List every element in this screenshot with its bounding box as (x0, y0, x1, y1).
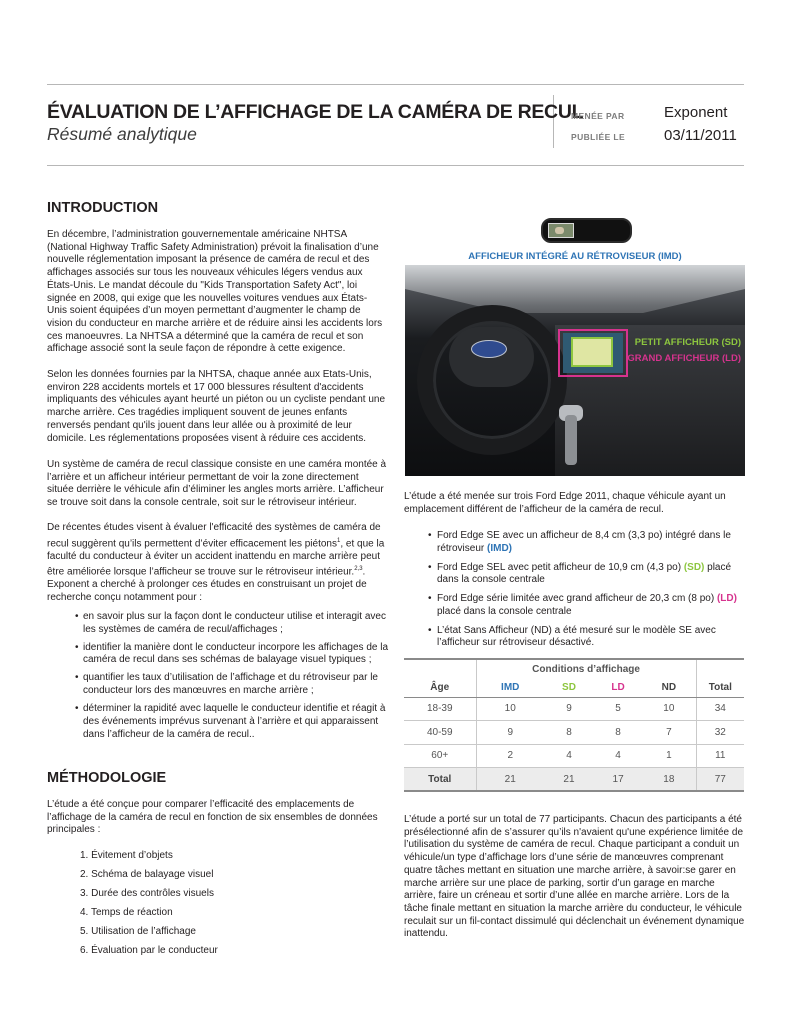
cell-sd: 4 (544, 744, 594, 768)
cell-total: 32 (696, 721, 744, 745)
footnote-ref-2-3: 2,3 (354, 566, 363, 573)
vehicle-list (428, 530, 746, 656)
imd-tag: (IMD) (487, 542, 513, 554)
cell-total: 11 (696, 744, 744, 768)
list-item: • en savoir plus sur la façon dont le conducteur utilise et interagit avec les systèmes de caméra de recul/affichages ; (75, 611, 390, 636)
meta-value-author: Exponent (664, 104, 728, 121)
table-corner-right (696, 659, 744, 678)
list-item: • déterminer la rapidité avec laquelle le conducteur identifie et réagit à des événements imprévus survenant à l’arrière et qui apparaissent dans l’afficheur de la caméra de recul.. (75, 703, 390, 741)
table-row (404, 697, 744, 721)
mirror-display-image (548, 223, 574, 238)
method-paragraph: L’étude a été conçue pour comparer l’efficacité des emplacements de l’affichage de la caméra de recul en fonction de six ensembles de données principales : (47, 799, 378, 836)
cell-nd: 10 (642, 697, 696, 721)
column-header-sd: SD (544, 678, 594, 697)
introduction-heading: INTRODUCTION (47, 200, 159, 216)
cell-sd: 21 (544, 768, 594, 792)
cell-age: 18-39 (404, 697, 476, 721)
cell-total: 34 (696, 697, 744, 721)
list-item: • identifier la manière dont le conducteur incorpore les affichages de la caméra de recul dans ses schémas de balayage visuel typiques ; (75, 642, 390, 667)
meta-value-date: 03/11/2011 (664, 127, 737, 144)
list-item (428, 593, 746, 618)
intro-p4-end: . Exponent a cherché à prolonger ces études en construisant un projet de recherche conçu notamment pour : (47, 566, 367, 604)
list-item (428, 562, 746, 587)
header-bottom-rule (47, 165, 744, 166)
list-item: 4. Temps de réaction (80, 907, 173, 919)
cell-imd: 2 (476, 744, 544, 768)
list-item: • quantifier les taux d’utilisation de l’affichage et du rétroviseur par le conducteur lors des manœuvres en marche arrière ; (75, 672, 390, 697)
list-item (428, 625, 746, 650)
study-vehicles-paragraph: L’étude a été menée sur trois Ford Edge 2011, chaque véhicule ayant un emplacement différent de l’afficheur de la caméra de recul. (404, 491, 726, 515)
cell-imd: 21 (476, 768, 544, 792)
vehicle-nd-text: L’état Sans Afficheur (ND) a été mesuré sur le modèle SE avec l’afficheur sur rétroviseur désactivé. (437, 624, 716, 649)
imd-caption: AFFICHEUR INTÉGRÉ AU RÉTROVISEUR (IMD) (468, 251, 682, 262)
list-item: 6. Évaluation par le conducteur (80, 945, 218, 957)
column-header-nd: ND (642, 678, 696, 697)
table-corner (404, 659, 476, 678)
list-item (428, 530, 746, 555)
intro-paragraph-3: Un système de caméra de recul classique consiste en une caméra montée à l’arrière et un afficheur intérieur permettant de voir la zone directement située derrière le véhicule afin d’éliminer les angles morts arrière. L’afficheur se trouve soit dans la console centrale, soit sur le rétroviseur intérieur. (47, 459, 387, 509)
table-total-row (404, 768, 744, 792)
meta-label-author: MENÉE PAR (571, 111, 625, 121)
cell-nd: 18 (642, 768, 696, 792)
gear-lever (565, 415, 577, 465)
column-header-imd: IMD (476, 678, 544, 697)
document-subtitle: Résumé analytique (47, 124, 197, 144)
ld-tag: (LD) (716, 593, 737, 604)
vehicle-ld-tail: placé dans la console centrale (437, 605, 572, 617)
top-rule (47, 84, 744, 85)
sd-label: PETIT AFFICHEUR (SD) (634, 337, 741, 348)
intro-paragraph-1: En décembre, l’administration gouvernementale américaine NHTSA (National Highway Traffic Safety Administration) prévoit la finalisation d’une nouvelle réglementation imposant la présence de caméra de recul et des affichages associés sur tous les nouveaux véhicules légers vendus aux États-Unis. Le mandat découle du "Kids Transportation Safety Act", loi signée en 2008, qui exige que les nouvelles voitures vendues aux États-Unis soient équipées d’un moyen permettant d’augmenter le champ de vision du conducteur en marche arrière et de réduire ainsi les accidents lors ces manoeuvres. La NHTSA a déterminé que la caméra de recul et son affichage associé sont la seule façon de répondre à cette exigence. (47, 229, 383, 355)
cell-ld: 17 (594, 768, 642, 792)
large-display-outline (558, 329, 628, 377)
vehicle-ld-text: Ford Edge série limitée avec grand afficheur de 20,3 cm (8 po) (437, 593, 717, 604)
column-header-total: Total (696, 678, 744, 697)
vehicle-imd-text: Ford Edge SE avec un afficheur de 8,4 cm (3,3 po) intégré dans le rétroviseur (437, 530, 731, 554)
column-header-ld: LD (594, 678, 642, 697)
vehicle-sd-text: Ford Edge SEL avec petit afficheur de 10,9 cm (4,3 po) (437, 561, 684, 573)
list-item: 1. Évitement d’objets (80, 850, 173, 861)
table-row (404, 744, 744, 768)
list-item: 5. Utilisation de l’affichage (80, 926, 196, 938)
ford-logo (471, 340, 507, 358)
cell-imd: 9 (476, 721, 544, 745)
vehicle-sd-tail: placé dans la console centrale (437, 561, 732, 586)
column-header-age: Âge (404, 678, 476, 697)
methodology-heading: MÉTHODOLOGIE (47, 770, 167, 786)
data-sets-list (80, 850, 218, 965)
participants-table (404, 658, 744, 792)
cell-nd: 1 (642, 744, 696, 768)
cell-ld: 5 (594, 697, 642, 721)
intro-p4-middle: , et que la faculté du conducteur à éviter un accident inattendu en marche arrière peut être améliorée lorsque l’afficheur se trouve sur le rétroviseur intérieur. (47, 538, 385, 578)
cell-sd: 8 (544, 721, 594, 745)
footnote-ref-1: 1 (336, 537, 341, 544)
table-row (404, 721, 744, 745)
cell-age: 60+ (404, 744, 476, 768)
ld-label: GRAND AFFICHEUR (LD) (627, 353, 741, 364)
cell-age: Total (404, 768, 476, 792)
meta-label-date: PUBLIÉE LE (571, 132, 626, 142)
cell-imd: 10 (476, 697, 544, 721)
rearview-mirror-image (541, 218, 632, 243)
dashboard-photo (405, 265, 745, 476)
cell-sd: 9 (544, 697, 594, 721)
intro-p4-start: De récentes études visent à évaluer l'efficacité des systèmes de caméra de recul suggèrent qu’ils permettent d’éviter efficacement les piétons (47, 522, 381, 550)
cell-nd: 7 (642, 721, 696, 745)
cell-age: 40-59 (404, 721, 476, 745)
participants-paragraph: L’étude a porté sur un total de 77 participants. Chacun des participants a été présélectionné afin de s’assurer qu’ils n'avaient qu'une expérience limitée de l’utilisation du système de caméra de recul. Chaque participant a conduit un véhicule/un type d’affichage lors d’une série de manœuvres comprenant quatre tâches mettant en situation une marche arrière, à savoir:se garer en marche arrière sur une place de parking, sortir d’un garage en marche arrière, faire un créneau et sortir d’une allée en marche arrière. Lors de la tâche finale mettant en situation la marche arrière du conducteur, le véhicule reculait sur un fil-contact dissimulé qui déclenchait un événement dynamique inattendu. (404, 814, 745, 940)
sd-tag: (SD) (683, 561, 705, 573)
list-item: 3. Durée des contrôles visuels (80, 888, 214, 900)
research-goals-list (75, 611, 390, 747)
list-item: 2. Schéma de balayage visuel (80, 869, 214, 881)
document-title: ÉVALUATION DE L’AFFICHAGE DE LA CAMÉRA DE RECUL (47, 101, 584, 123)
cell-ld: 4 (594, 744, 642, 768)
intro-paragraph-2: Selon les données fournies par la NHTSA, chaque année aux Etats-Unis, environ 228 accidents mortels et 17 000 blessures résultent d'accidents impliquants des véhicules ayant heurté un piéton ou un cycliste pendant une marche arrière. Ces tragédies impliquent souvent de jeunes enfants renversés pendant qu'ils jouent dans leur allée ou à proximité de leur domicile. Les réglementations proposées visent à réduire ces accidents. (47, 369, 386, 444)
cell-ld: 8 (594, 721, 642, 745)
conditions-header: Conditions d’affichage (476, 659, 696, 678)
cell-total: 77 (696, 768, 744, 792)
intro-paragraph-4 (47, 522, 387, 605)
